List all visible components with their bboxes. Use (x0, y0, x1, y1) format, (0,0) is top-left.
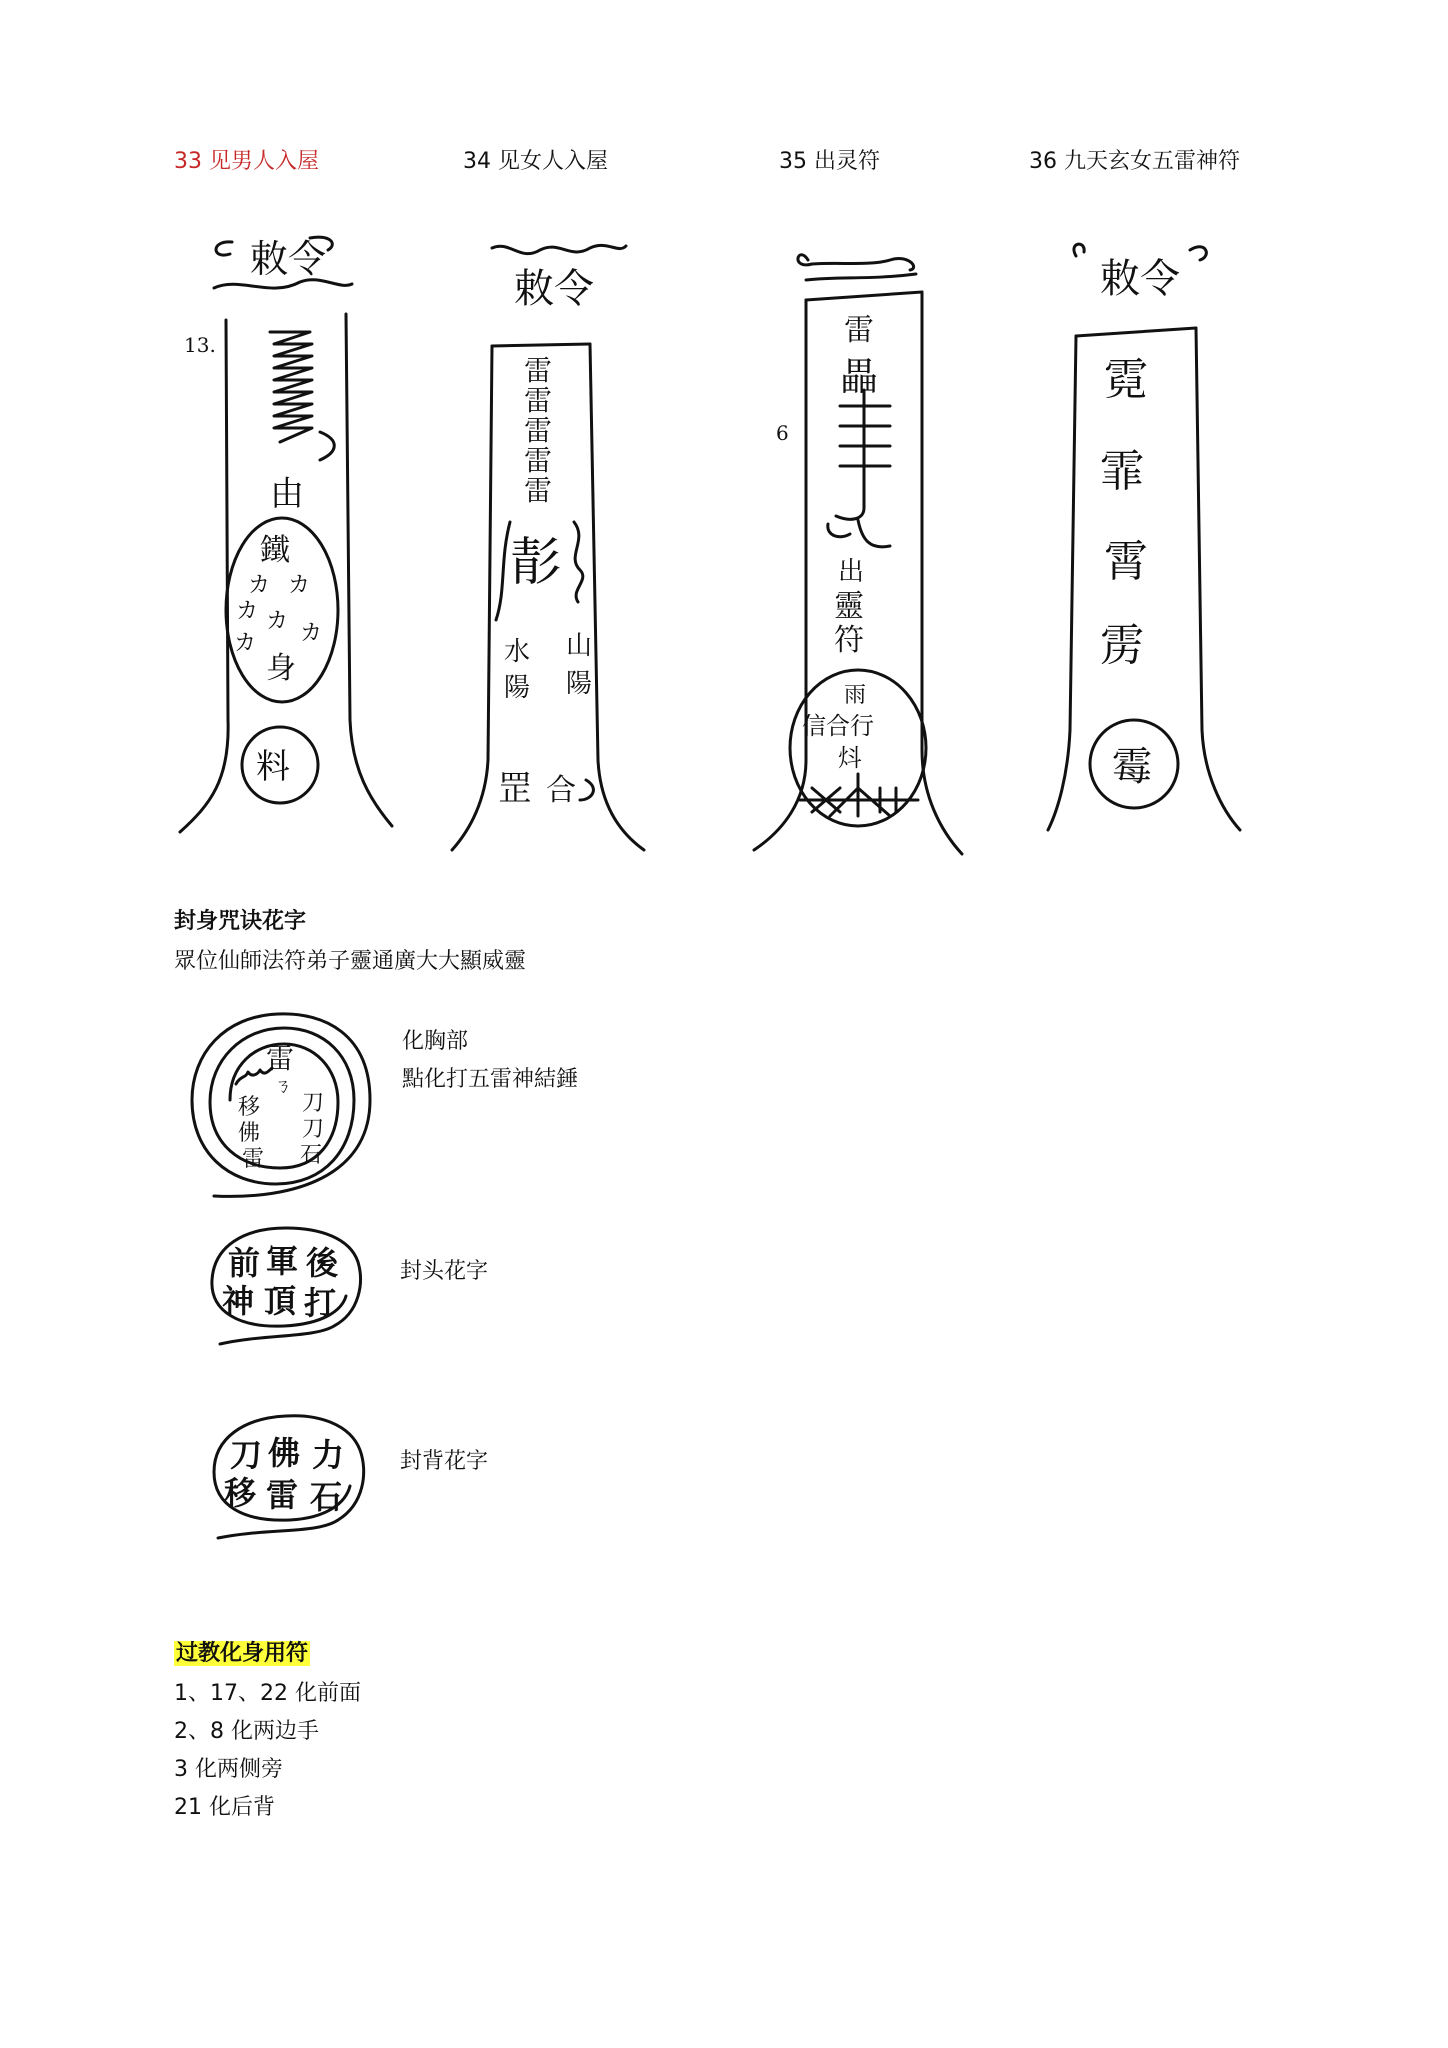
seal-spiral-label-1: 點化打五雷神結錘 (402, 1067, 579, 1092)
seal-head-char-3: 神 (222, 1282, 255, 1320)
talisman-33-seal: 料 (256, 747, 290, 787)
guojiao-item-0: 1、17、22 化前面 (174, 1681, 361, 1706)
seal-spiral-char-2: 刀 (302, 1091, 325, 1116)
talisman-35-seal-0: 雨 (844, 683, 867, 708)
talisman-35-seal-2: 炓 (838, 744, 862, 772)
seal-head-char-1: 軍 (266, 1242, 299, 1280)
seal-back-char-2: 力 (312, 1436, 345, 1474)
seal-head-char-0: 前 (228, 1244, 261, 1282)
seal-head-char-4: 頂 (264, 1282, 297, 1320)
talisman-33-mid: 由 (270, 474, 304, 514)
talisman-33-oval-4: カ (266, 609, 289, 634)
talisman-34-bottom-1: 合 (546, 773, 576, 808)
seal-head-char-2: 後 (306, 1244, 339, 1282)
seal-back-char-3: 移 (224, 1474, 257, 1512)
talisman-34 (440, 240, 660, 860)
talisman-33-oval-0: 鐵 (260, 533, 290, 568)
talisman-36-header: 敕令 (1100, 256, 1180, 302)
section-fengshen-title: 封身咒诀花字 (174, 909, 307, 934)
talisman-34-right-1: 陽 (566, 669, 593, 699)
seal-spiral-char-4: 刀 (302, 1117, 325, 1142)
talisman-33-oval-6: カ (300, 621, 323, 646)
seal-spiral-char-3: 移 (238, 1095, 261, 1120)
seal-back-char-4: 雷 (266, 1476, 299, 1514)
talisman-34-header: 敕令 (514, 266, 594, 312)
talisman-33 (170, 220, 400, 840)
talisman-36 (1040, 230, 1250, 840)
seal-spiral-char-0: 雷 (266, 1042, 295, 1075)
talisman-35-spirit-0: 靈 (834, 589, 864, 624)
seal-head (204, 1222, 368, 1352)
talisman-33-header: 敕令 (250, 237, 327, 281)
talisman-36-char-0: 霓 (1104, 354, 1148, 405)
talisman-35-out: 出 (838, 557, 865, 587)
talisman-35-note: 6 (776, 421, 789, 445)
talisman-36-char-1: 霏 (1100, 446, 1144, 497)
talisman-caption-35: 35 出灵符 (779, 149, 880, 174)
talisman-35-chain: 畾 (840, 355, 879, 399)
talisman-34-right-0: 山 (566, 631, 593, 661)
talisman-34-thunder-0: 雷 (524, 354, 553, 387)
seal-head-char-5: 打 (304, 1284, 337, 1322)
talisman-34-thunder-4: 雷 (524, 474, 553, 507)
talisman-34-thunder-1: 雷 (524, 384, 553, 417)
talisman-36-seal: 霉 (1112, 744, 1152, 790)
talisman-34-thunder-3: 雷 (524, 444, 553, 477)
seal-back-label: 封背花字 (400, 1449, 489, 1474)
seal-back (206, 1410, 370, 1546)
talisman-34-big: 𩇕 (510, 533, 563, 593)
talisman-34-thunder-2: 雷 (524, 414, 553, 447)
seal-spiral (184, 1004, 384, 1204)
seal-spiral-char-5: 佛 (238, 1121, 261, 1146)
seal-spiral-char-7: 雷 (242, 1147, 265, 1172)
talisman-33-oval-2: カ (288, 573, 311, 598)
seal-back-char-1: 佛 (268, 1434, 301, 1472)
talisman-35-header: 雷 (844, 313, 874, 348)
talisman-35 (740, 240, 970, 870)
guojiao-item-2: 3 化两侧旁 (174, 1757, 283, 1782)
talisman-caption-33: 33 见男人入屋 (174, 149, 319, 174)
section-fengshen-incantation: 眾位仙師法符弟子靈通廣大大顯威靈 (174, 949, 527, 974)
talisman-36-char-2: 霄 (1104, 536, 1148, 587)
section-guojiao-title (174, 1636, 310, 1667)
talisman-caption-34: 34 见女人入屋 (463, 149, 608, 174)
seal-spiral-label-0: 化胸部 (402, 1029, 469, 1054)
talisman-33-oval-1: カ (248, 573, 271, 598)
talisman-34-left-0: 水 (504, 637, 531, 667)
talisman-33-oval-3: カ (236, 599, 259, 624)
seal-back-char-5: 石 (310, 1478, 343, 1516)
talisman-33-oval-7: 身 (266, 651, 296, 686)
talisman-33-note: 13. (184, 333, 216, 357)
seal-spiral-char-1: ㄋ (274, 1076, 292, 1097)
section-guojiao-title-text: 过教化身用符 (176, 1641, 309, 1666)
talisman-36-char-3: 雳 (1100, 620, 1144, 671)
seal-head-label: 封头花字 (400, 1259, 489, 1284)
talisman-caption-36: 36 九天玄女五雷神符 (1029, 149, 1240, 174)
seal-back-char-0: 刀 (230, 1436, 263, 1474)
talisman-35-seal-1: 信合行 (802, 712, 874, 740)
talisman-34-bottom-0: 罡 (498, 769, 532, 809)
guojiao-item-1: 2、8 化两边手 (174, 1719, 319, 1744)
talisman-33-oval-5: カ (234, 631, 257, 656)
seal-spiral-char-6: 石 (300, 1143, 323, 1168)
talisman-34-left-1: 陽 (504, 673, 531, 703)
talisman-35-spirit-1: 符 (834, 623, 864, 658)
guojiao-item-3: 21 化后背 (174, 1795, 275, 1820)
